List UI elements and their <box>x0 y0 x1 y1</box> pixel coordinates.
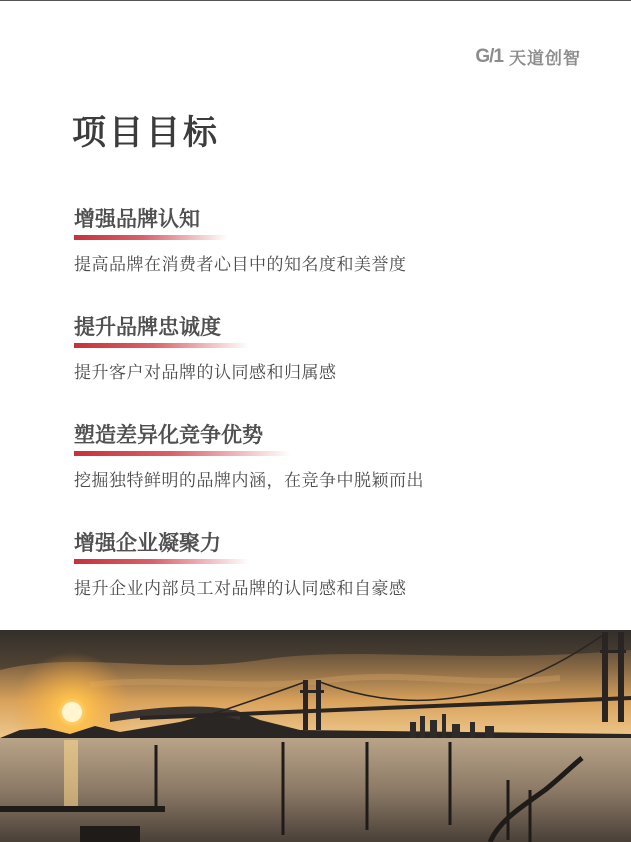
goal-heading <box>74 311 221 348</box>
goal-heading <box>74 419 263 456</box>
goal-item <box>74 203 407 275</box>
goal-item <box>74 311 337 383</box>
goal-underline <box>74 235 228 240</box>
goal-description: 提高品牌在消费者心目中的知名度和美誉度 <box>74 255 407 275</box>
sunset-bridge-photo <box>0 630 631 842</box>
goal-description: 提升企业内部员工对品牌的认同感和自豪感 <box>74 579 407 599</box>
goal-item <box>74 527 407 599</box>
brand-name: 天道创智 <box>509 49 581 69</box>
goal-heading <box>74 203 200 240</box>
goal-heading <box>74 527 221 564</box>
goal-description: 提升客户对品牌的认同感和归属感 <box>74 363 337 383</box>
goal-title: 增强品牌认知 <box>74 207 200 231</box>
goal-title: 提升品牌忠诚度 <box>74 315 221 339</box>
goal-underline <box>74 451 291 456</box>
logo-mark-icon: G/1 <box>475 45 503 67</box>
goal-description: 挖掘独特鲜明的品牌内涵，在竞争中脱颖而出 <box>74 471 424 491</box>
goal-title: 塑造差异化竞争优势 <box>74 423 263 447</box>
goal-item <box>74 419 424 491</box>
top-rule <box>0 0 631 1</box>
goal-underline <box>74 343 249 348</box>
page-title: 项目目标 <box>72 113 220 153</box>
goal-underline <box>74 559 249 564</box>
goal-title: 增强企业凝聚力 <box>74 531 221 555</box>
brand-logo <box>475 44 581 69</box>
